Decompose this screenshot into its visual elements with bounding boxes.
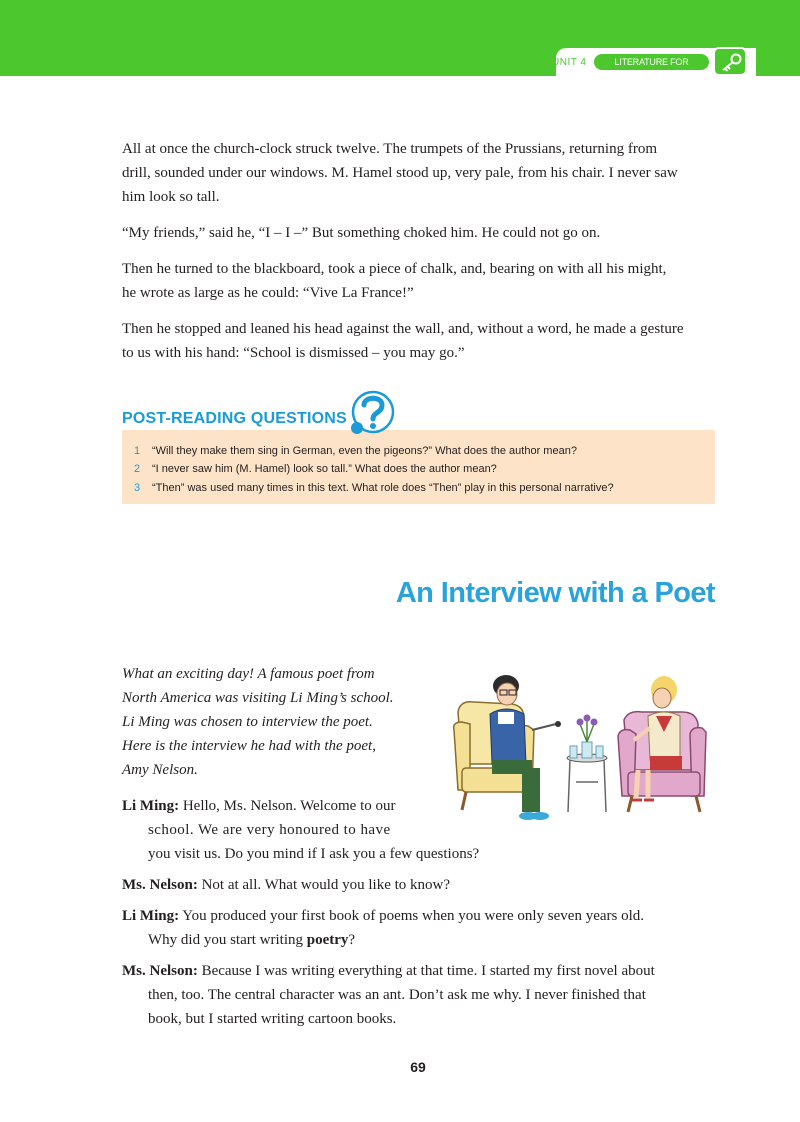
dialogue-text: Why did you start writing bbox=[148, 932, 307, 948]
dialogue-text: You produced your first book of poems when you were only seven years old. bbox=[182, 908, 645, 924]
text-line bbox=[122, 794, 452, 818]
intro-line: North America was visiting Li Ming’s school. bbox=[122, 690, 394, 706]
text-line: drill, sounded under our windows. M. Hamel stood up, very pale, from his chair. I never saw bbox=[122, 165, 678, 181]
dialogue-text: Not at all. What would you like to know? bbox=[201, 877, 451, 893]
question-item bbox=[134, 444, 577, 458]
question-text: “I never saw him (M. Hamel) look so tall.” What does the author mean? bbox=[152, 463, 497, 475]
intro-line: Here is the interview he had with the poet, bbox=[122, 738, 376, 754]
key-tab bbox=[713, 47, 747, 76]
dialogue-1-cont bbox=[148, 818, 423, 842]
question-text: “Then” was used many times in this text. What role does “Then” play in this personal narrative? bbox=[152, 482, 614, 494]
question-item bbox=[134, 481, 614, 495]
interview-illustration bbox=[452, 672, 752, 832]
dialogue-text: ? bbox=[348, 932, 356, 948]
interview-intro bbox=[122, 662, 422, 782]
question-item bbox=[134, 462, 497, 476]
text-line: All at once the church-clock struck twelve. The trumpets of the Prussians, returning from bbox=[122, 141, 657, 157]
dialogue-1-cont2 bbox=[148, 842, 568, 866]
intro-line: What an exciting day! A famous poet from bbox=[122, 666, 375, 682]
dialogue-text: Hello, Ms. Nelson. Welcome to our bbox=[182, 798, 396, 814]
story-paragraph-2: “My friends,” said he, “I – I –” But something choked him. He could not go on. bbox=[122, 225, 601, 241]
bold-keyword: poetry bbox=[306, 932, 349, 948]
text-line: book, but I started writing cartoon books. bbox=[148, 1011, 397, 1027]
text-line: you visit us. Do you mind if I ask you a few questions? bbox=[148, 846, 480, 862]
text-line: he wrote as large as he could: “Vive La France!” bbox=[122, 285, 414, 301]
intro-line: Amy Nelson. bbox=[122, 762, 198, 778]
dialogue-1 bbox=[122, 794, 452, 818]
dialogue-3 bbox=[122, 904, 715, 952]
unit-title: LITERATURE FOR IDENTITY bbox=[594, 54, 709, 70]
story-paragraph-4 bbox=[122, 317, 715, 365]
speaker-name: Li Ming: bbox=[122, 908, 180, 924]
question-text: “Will they make them sing in German, even the pigeons?” What does the author mean? bbox=[152, 445, 577, 457]
speaker-name: Ms. Nelson: bbox=[122, 877, 198, 893]
text-line bbox=[122, 904, 715, 928]
text-line bbox=[122, 928, 715, 952]
key-icon bbox=[719, 52, 743, 72]
dialogue-2 bbox=[122, 873, 715, 897]
text-line: to us with his hand: “School is dismissed – you may go.” bbox=[122, 345, 465, 361]
section-title: An Interview with a Poet bbox=[395, 577, 715, 609]
dialogue-4 bbox=[122, 959, 715, 1031]
dialogue-text: Because I was writing everything at that time. I started my first novel about bbox=[201, 963, 655, 979]
unit-label: UNIT 4 bbox=[552, 57, 587, 68]
speaker-name: Li Ming: bbox=[122, 798, 180, 814]
story-paragraph-1 bbox=[122, 137, 715, 209]
intro-line: Li Ming was chosen to interview the poet. bbox=[122, 714, 373, 730]
text-line: school. We are very honoured to have bbox=[148, 822, 391, 838]
text-line: him look so tall. bbox=[122, 189, 220, 205]
speaker-name: Ms. Nelson: bbox=[122, 963, 198, 979]
question-number: 2 bbox=[134, 463, 141, 475]
question-mark-icon bbox=[345, 388, 397, 440]
question-number: 1 bbox=[134, 445, 141, 457]
story-paragraph-3 bbox=[122, 257, 715, 305]
text-line: then, too. The central character was an ant. Don’t ask me why. I never finished that bbox=[148, 987, 646, 1003]
post-reading-heading: POST-READING QUESTIONS bbox=[122, 410, 347, 427]
text-line: Then he stopped and leaned his head against the wall, and, without a word, he made a gesture bbox=[122, 321, 684, 337]
page-number: 69 bbox=[410, 1059, 426, 1075]
text-line bbox=[122, 959, 715, 983]
text-line: Then he turned to the blackboard, took a piece of chalk, and, bearing on with all his might, bbox=[122, 261, 667, 277]
question-number: 3 bbox=[134, 482, 141, 494]
